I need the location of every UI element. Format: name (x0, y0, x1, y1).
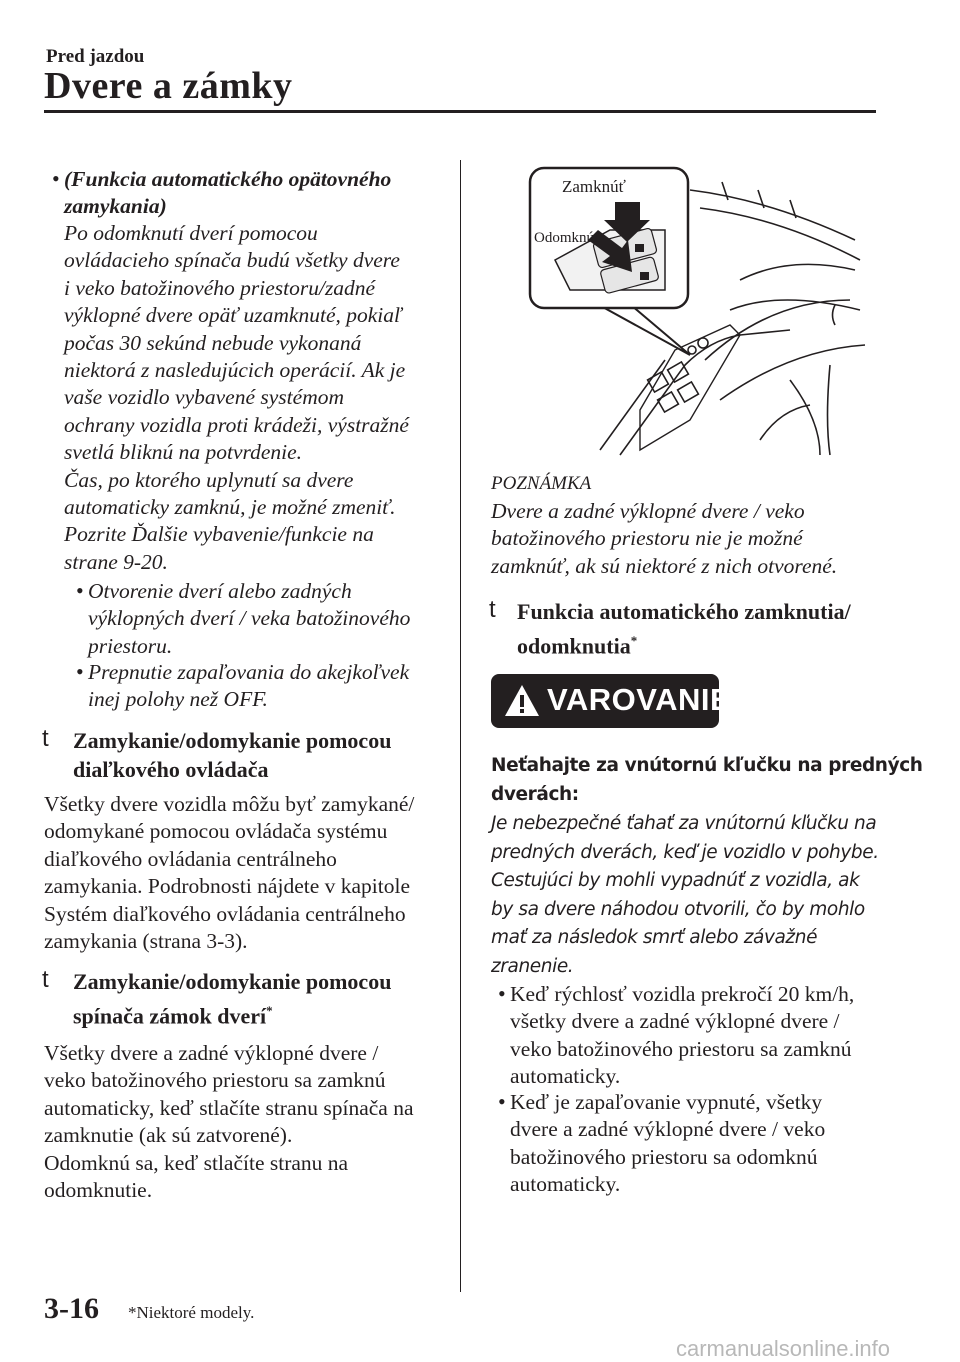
warning-body: Je nebezpečné ťahať za vnútornú kľučku na predných dverách, keď je vozidlo v pohybe. Cestujúci by mohli vypadnúť z vozidla, ak by sa dvere náhodou otvorili, čo by mohlo mať za následok smrť alebo závažné zranenie. (491, 813, 879, 977)
heading-marker: t (489, 596, 496, 623)
bullet-marker: • (76, 578, 84, 603)
bullet-marker: • (76, 659, 84, 684)
heading-marker: t (42, 966, 49, 993)
page-number: 3-16 (44, 1292, 99, 1325)
auto-lock-bullet-1: Keď rýchlosť vozidla prekročí 20 km/h, všetky dvere a zadné výklopné dvere / veko batožinového priestoru sa zamknú automaticky. (510, 982, 855, 1089)
auto-relock-title: (Funkcia automatického opätovného zamykania) (64, 167, 392, 219)
heading-remote-control: Zamykanie/odomykanie pomocou diaľkového ovládača (73, 728, 392, 782)
note-title: POZNÁMKA (491, 473, 592, 494)
warning-title: Neťahajte za vnútornú kľučku na predných dverách: (491, 755, 923, 805)
header-rule (44, 110, 876, 113)
auto-relock-body: Po odomknutí dverí pomocou ovládacieho spínača budú všetky dvere i veko batožinového priestoru/zadné výklopné dvere opäť uzamknuté, pokiaľ počas 30 sekúnd nebude vykonaná niektorá z nasledujúcich operácií. Ak je vaše vozidlo vybavené systémom ochrany vozidla proti krádeži, výstražné svetlá bliknú na potvrdenie. Čas, po ktorého uplynutí sa dvere automaticky zamknú, je možné zmeniť. Pozrite Ďalšie vybavenie/funkcie na strane 9-20. (64, 221, 409, 574)
door-lock-switch-illustration (490, 160, 870, 460)
warning-triangle-icon (503, 683, 541, 719)
warning-banner (491, 674, 732, 728)
remote-body: Všetky dvere vozidla môžu byť zamykané/ odomykané pomocou ovládača systému diaľkového ovládania centrálneho zamykania. Podrobnosti nájdete v kapitole Systém diaľkového ovládania centrálneho zamykania (strana 3-3). (44, 792, 415, 954)
section-label: Pred jazdou (46, 46, 145, 67)
column-divider (460, 160, 461, 1292)
page-title: Dvere a zámky (44, 65, 293, 107)
switch-body: Všetky dvere a zadné výklopné dvere / veko batožinového priestoru sa zamknú automaticky, keď stlačíte stranu spínača na zamknutie (ak sú zatvorené). Odomknú sa, keď stlačíte stranu na odomknutie. (44, 1041, 414, 1203)
sub-bullet-2: Prepnutie zapaľovania do akejkoľvek inej polohy než OFF. (88, 660, 410, 712)
lock-label: Zamknúť (562, 177, 626, 196)
bullet-marker: • (498, 1089, 506, 1114)
bullet-marker: • (52, 166, 60, 191)
unlock-label: Odomknúť (534, 230, 601, 246)
heading-lock-switch: Zamykanie/odomykanie pomocou spínača zámok dverí* (73, 969, 392, 1029)
warning-label: VAROVANIE (547, 682, 732, 717)
auto-lock-bullet-2: Keď je zapaľovanie vypnuté, všetky dvere a zadné výklopné dvere / veko batožinového priestoru sa odomknú automaticky. (510, 1090, 826, 1197)
note-body: Dvere a zadné výklopné dvere / veko batožinového priestoru nie je možné zamknúť, ak sú niektoré z nich otvorené. (491, 499, 838, 578)
bullet-marker: • (498, 981, 506, 1006)
watermark: carmanualsonline.info (676, 1336, 891, 1361)
heading-auto-lock: Funkcia automatického zamknutia/ odomknutia* (517, 599, 851, 659)
footnote: *Niektoré modely. (128, 1303, 255, 1322)
heading-marker: t (42, 725, 49, 752)
sub-bullet-1: Otvorenie dverí alebo zadných výklopných dverí / veka batožinového priestoru. (88, 579, 411, 658)
